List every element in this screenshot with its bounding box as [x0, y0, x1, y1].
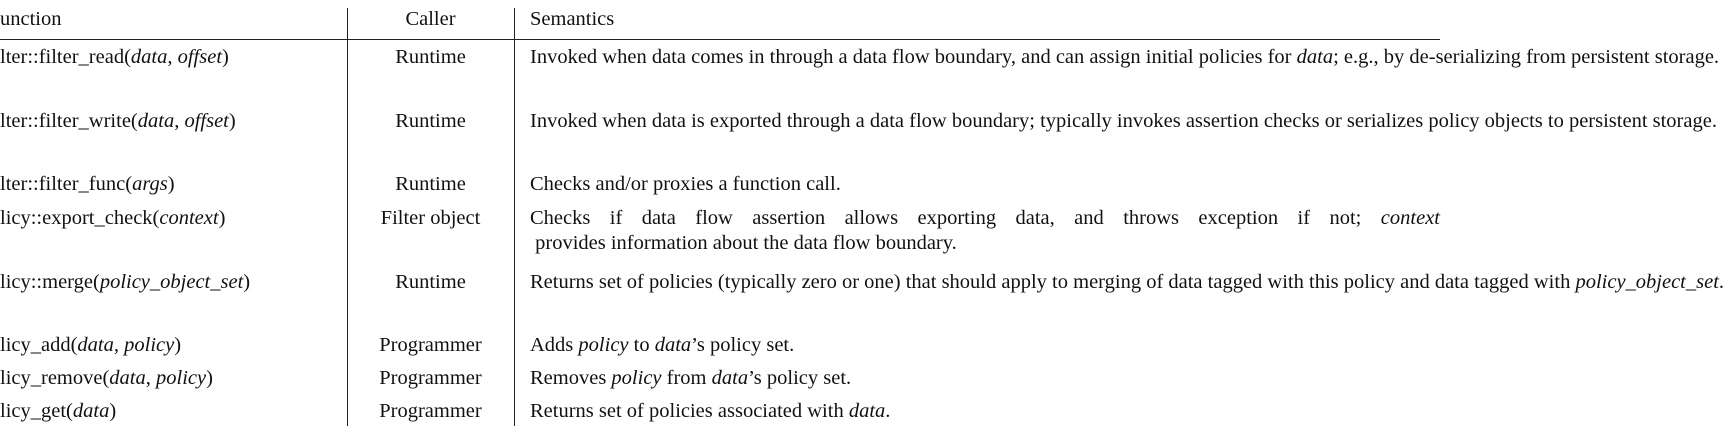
text-run: data	[77, 334, 114, 356]
function-cell	[0, 270, 345, 295]
function-cell	[0, 366, 345, 391]
text-run: ,	[145, 367, 156, 389]
semantics-cell	[530, 172, 1440, 197]
caller-cell: Programmer	[379, 367, 482, 389]
caller-cell: Runtime	[395, 46, 466, 68]
text-run: )	[206, 367, 213, 389]
text-run: )	[222, 46, 229, 68]
column-divider-left	[347, 8, 348, 426]
text-run: policy	[578, 334, 629, 356]
text-run: licy_remove(	[0, 367, 110, 389]
semantics-cell	[530, 399, 1440, 424]
text-run: offset	[184, 110, 229, 132]
text-run: Removes	[530, 367, 612, 389]
text-run: data	[137, 110, 175, 132]
text-run: .	[1718, 271, 1724, 293]
semantics-cell	[530, 45, 1720, 70]
column-divider-right	[514, 8, 515, 426]
text-run: ,	[167, 46, 178, 68]
text-run: data	[130, 46, 168, 68]
text-run: Returns set of policies associated with	[530, 400, 849, 422]
text-run: ,	[174, 110, 185, 132]
text-run: )	[109, 400, 117, 422]
caller-cell: Filter object	[380, 207, 481, 229]
header-semantics: Semantics	[530, 8, 615, 30]
text-run: from	[661, 367, 712, 389]
text-run: ; e.g., by de-serializing from persistent storage.	[1333, 46, 1720, 68]
text-run: context	[159, 207, 219, 229]
text-run: data	[848, 400, 886, 422]
text-run: )	[228, 110, 236, 132]
text-run: offset	[177, 46, 223, 68]
text-run: lter::filter_write(	[0, 110, 138, 132]
header-rule	[0, 39, 1440, 40]
text-run: context	[1380, 207, 1440, 229]
text-run: Returns set of policies (typically zero or one) that should apply to merging of data tagged with this policy and data tagged with	[530, 271, 1576, 293]
text-run: ’s policy set.	[748, 367, 852, 389]
text-run: Adds	[530, 334, 579, 356]
text-run: .	[885, 400, 891, 422]
function-cell	[0, 399, 345, 424]
text-run: policy	[156, 367, 207, 389]
text-run: data	[72, 400, 110, 422]
semantics-cell	[530, 366, 1440, 391]
text-run: licy_get(	[0, 400, 73, 422]
text-run: Invoked when data comes in through a data flow boundary, and can assign initial policies for	[530, 46, 1297, 68]
caller-cell: Programmer	[379, 334, 482, 356]
semantics-cell	[530, 206, 1440, 256]
text-run: lter::filter_func(	[0, 173, 133, 195]
text-run: lter::filter_read(	[0, 46, 131, 68]
text-run: licy_add(	[0, 334, 78, 356]
text-run: provides information about the data flow boundary.	[530, 232, 957, 254]
function-cell	[0, 45, 345, 70]
text-run: )	[218, 207, 226, 229]
text-run: data	[109, 367, 146, 389]
text-run: )	[167, 173, 175, 195]
function-cell	[0, 109, 345, 134]
caller-cell: Runtime	[395, 173, 466, 195]
function-cell	[0, 172, 345, 197]
text-run: data	[1296, 46, 1334, 68]
text-run: )	[174, 334, 182, 356]
caller-cell: Programmer	[379, 400, 482, 422]
semantics-cell	[530, 270, 1724, 295]
text-run: data	[654, 334, 692, 356]
caller-cell: Runtime	[395, 110, 466, 132]
function-cell	[0, 206, 345, 231]
text-run: policy	[124, 334, 175, 356]
text-run: policy_object_set	[1575, 271, 1719, 293]
caller-cell: Runtime	[395, 271, 466, 293]
semantics-cell	[530, 333, 1440, 358]
text-run: Checks if data flow assertion allows exporting data, and throws exception if not;	[530, 207, 1381, 229]
text-run: ’s policy set.	[691, 334, 795, 356]
text-run: args	[132, 173, 168, 195]
text-run: Checks and/or proxies a function call.	[530, 173, 841, 195]
header-function: unction	[0, 8, 62, 30]
text-run: data	[711, 367, 749, 389]
text-run: Invoked when data is exported through a data flow boundary; typically invokes assertion checks or serializes policy objects to persistent storage.	[530, 110, 1717, 132]
text-run: policy_object_set	[99, 271, 244, 293]
function-cell	[0, 333, 345, 358]
text-run: licy::merge(	[0, 271, 100, 293]
text-run: policy	[611, 367, 662, 389]
text-run: )	[243, 271, 251, 293]
header-caller: Caller	[405, 8, 456, 30]
semantics-cell	[530, 109, 1717, 134]
text-run: to	[628, 334, 655, 356]
text-run: ,	[113, 334, 125, 356]
text-run: licy::export_check(	[0, 207, 160, 229]
